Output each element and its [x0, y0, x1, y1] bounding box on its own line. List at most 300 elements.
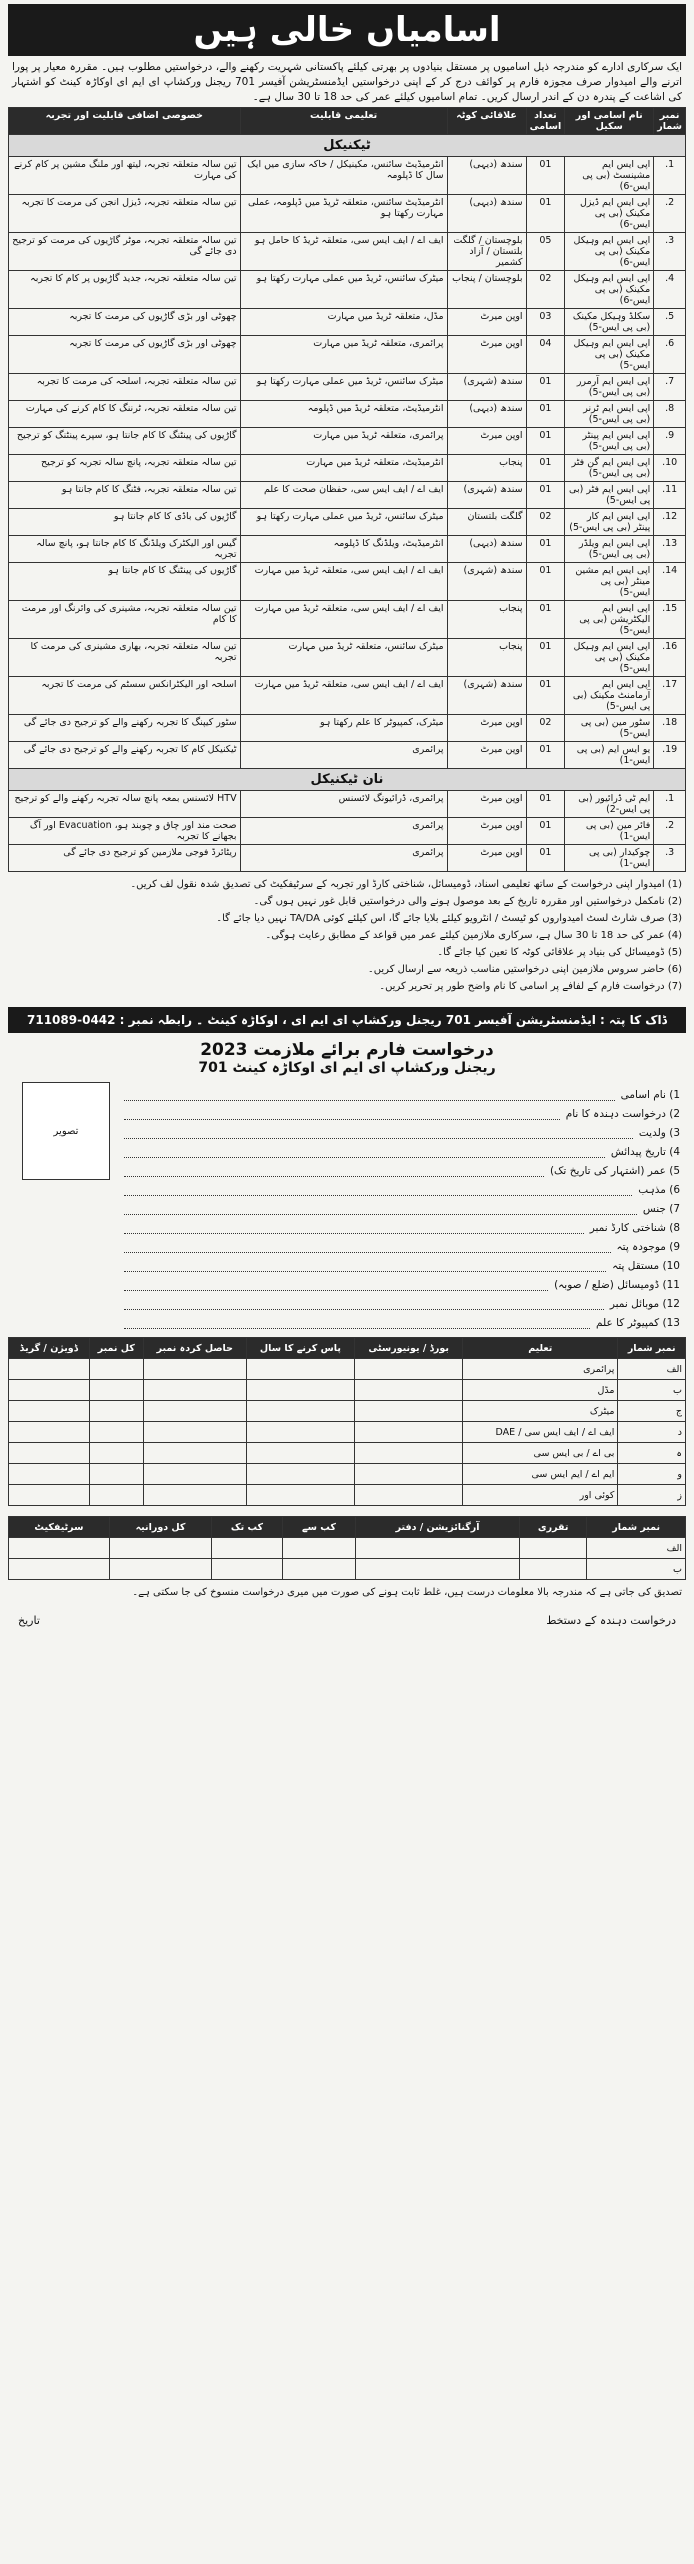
education-row — [9, 1401, 686, 1422]
job-sno: 12. — [654, 509, 686, 536]
job-sno: 7. — [654, 374, 686, 401]
job-row — [9, 563, 686, 601]
header-qty: تعداد اسامی — [526, 108, 565, 135]
education-cell[interactable] — [246, 1422, 355, 1443]
job-post: اپی ایس ایم ٹرنر (بی پی ایس-5) — [565, 401, 654, 428]
education-cell[interactable] — [89, 1380, 143, 1401]
job-post: فائر مین (بی پی ایس-1) — [565, 818, 654, 845]
form-title: درخواست فارم برائے ملازمت 2023 — [200, 1040, 494, 1060]
note-item: (4) عمر کی حد 18 تا 30 سال ہے، سرکاری ملازمین کیلئے عمر میں قواعد کے مطابق رعایت ہوگی۔ — [265, 930, 682, 941]
jobs-table — [8, 107, 686, 872]
job-education: ایف اے / ایف ایس سی، متعلقہ ٹریڈ میں مہارت — [240, 677, 447, 715]
job-education: انٹرمیڈیٹ، ویلڈنگ کا ڈپلومہ — [240, 536, 447, 563]
job-post: ایم ٹی ڈرائیور (بی پی ایس-2) — [565, 791, 654, 818]
job-quota: سندھ (شہری) — [447, 482, 526, 509]
experience-header: نمبر شمار — [587, 1517, 686, 1538]
job-post: اپی ایس ایم آرمامنٹ مکینک (بی پی ایس-5) — [565, 677, 654, 715]
job-education: پرائمری، ڈرائیونگ لائسنس — [240, 791, 447, 818]
job-quota: سندھ (شہری) — [447, 563, 526, 601]
job-qty: 03 — [526, 309, 565, 336]
job-quota: بلوچستان / پنجاب — [447, 271, 526, 309]
job-experience: گاڑیوں کی پینٹنگ کا کام جانتا ہو — [9, 563, 241, 601]
job-quota: سندھ (دیہی) — [447, 195, 526, 233]
job-sno: 10. — [654, 455, 686, 482]
job-experience: تین سالہ متعلقہ تجربہ، اسلحہ کی مرمت کا تجربہ — [9, 374, 241, 401]
education-row — [9, 1485, 686, 1506]
experience-cell[interactable] — [519, 1559, 587, 1580]
note-item: (2) نامکمل درخواستیں اور مقررہ تاریخ کے بعد موصول ہونے والی درخواستیں قابل غور نہیں ہوں گی۔ — [253, 896, 682, 907]
education-cell[interactable] — [143, 1359, 246, 1380]
form-field[interactable] — [124, 1215, 680, 1234]
photo-label: تصویر — [53, 1125, 79, 1137]
job-experience: تین سالہ متعلقہ تجربہ، بھاری مشینری کی مرمت کا تجربہ — [9, 639, 241, 677]
education-cell[interactable] — [246, 1380, 355, 1401]
job-row — [9, 271, 686, 309]
experience-row — [9, 1538, 686, 1559]
form-field-label: 9) موجودہ پتہ — [616, 1241, 680, 1253]
form-fields — [118, 1082, 686, 1329]
form-field-blank[interactable] — [124, 1202, 637, 1215]
job-qty: 01 — [526, 845, 565, 872]
job-qty: 01 — [526, 482, 565, 509]
education-cell[interactable] — [143, 1443, 246, 1464]
notes-section — [8, 872, 686, 1003]
form-field-blank[interactable] — [124, 1126, 633, 1139]
form-field-label: 4) تاریخ پیدائش — [610, 1146, 680, 1158]
experience-cell: الف — [587, 1538, 686, 1559]
form-field-label: 3) ولدیت — [638, 1127, 680, 1139]
experience-cell[interactable] — [356, 1559, 520, 1580]
form-field-blank[interactable] — [124, 1145, 605, 1158]
job-qty: 01 — [526, 374, 565, 401]
photo-box[interactable] — [22, 1082, 110, 1180]
form-field-label: 13) کمپیوٹر کا علم — [596, 1317, 680, 1329]
job-post: اپی ایس ایم وہیکل مکینک (بی پی ایس-5) — [565, 639, 654, 677]
job-qty: 02 — [526, 271, 565, 309]
section-title: ٹیکنیکل — [9, 135, 686, 157]
job-experience: تین سالہ متعلقہ تجربہ، ٹرننگ کا کام کرنے کی مہارت — [9, 401, 241, 428]
education-cell[interactable] — [355, 1380, 463, 1401]
education-cell[interactable] — [143, 1485, 246, 1506]
job-qty: 01 — [526, 563, 565, 601]
education-cell[interactable] — [9, 1380, 90, 1401]
education-cell[interactable] — [246, 1485, 355, 1506]
job-sno: 16. — [654, 639, 686, 677]
job-education: ایف اے / ایف ایس سی، متعلقہ ٹریڈ میں مہارت — [240, 601, 447, 639]
education-cell[interactable] — [89, 1359, 143, 1380]
form-field-blank[interactable] — [124, 1278, 548, 1291]
job-qty: 01 — [526, 157, 565, 195]
job-qty: 02 — [526, 509, 565, 536]
experience-cell[interactable] — [9, 1538, 110, 1559]
form-field-label: 5) عمر (اشتہار کی تاریخ تک) — [549, 1165, 680, 1177]
job-education: ایف اے / ایف ایس سی، متعلقہ ٹریڈ کا حامل ہو — [240, 233, 447, 271]
job-quota: پنجاب — [447, 455, 526, 482]
job-post: اپی ایس ایم کار پینٹر (بی پی ایس-5) — [565, 509, 654, 536]
job-post: سٹور مین (بی پی ایس-5) — [565, 715, 654, 742]
experience-header: سرٹیفکیٹ — [9, 1517, 110, 1538]
intro-paragraph: ایک سرکاری ادارے کو مندرجہ ذیل اسامیوں پر مستقل بنیادوں پر بھرتی کیلئے پاکستانی شہریت رکھنے والے، درخواستیں مطلوب ہیں۔ مقررہ معیار پر پورا اترنے والے امیدوار صرف مجوزہ فارم پر کوائف درج کر کے اپنی درخواستیں ایڈمنسٹریشن آفیسر 701 ریجنل ورکشاپ ای ایم ای اوکاڑہ کینٹ کو اشتہار کی اشاعت کے پندرہ دن کے اندر ارسال کریں۔ تمام اسامیوں کیلئے عمر کی حد 18 تا 30 سال ہے۔ — [12, 61, 682, 103]
job-post: اپی ایس ایم آرمرر (بی پی ایس-5) — [565, 374, 654, 401]
job-education: مڈل، متعلقہ ٹریڈ میں مہارت — [240, 309, 447, 336]
job-education: پرائمری، متعلقہ ٹریڈ میں مہارت — [240, 336, 447, 374]
job-experience: تین سالہ متعلقہ تجربہ، موٹر گاڑیوں کی مرمت کو ترجیح دی جائے گی — [9, 233, 241, 271]
education-cell: ب — [618, 1380, 686, 1401]
form-field-blank[interactable] — [124, 1221, 584, 1234]
education-cell[interactable] — [355, 1443, 463, 1464]
form-field-label: 6) مذہب — [638, 1184, 680, 1196]
education-cell: پرائمری — [463, 1359, 618, 1380]
job-row — [9, 677, 686, 715]
job-row — [9, 157, 686, 195]
experience-cell[interactable] — [9, 1559, 110, 1580]
experience-cell[interactable] — [356, 1538, 520, 1559]
job-experience: گاڑیوں کی پینٹنگ کا کام جانتا ہو، سپرے پینٹنگ کو ترجیح — [9, 428, 241, 455]
job-qty: 01 — [526, 455, 565, 482]
note-item: (6) حاضر سروس ملازمین اپنی درخواستیں مناسب ذریعہ سے ارسال کریں۔ — [367, 964, 682, 975]
job-education: پرائمری — [240, 818, 447, 845]
experience-cell[interactable] — [519, 1538, 587, 1559]
job-education: میٹرک سائنس، متعلقہ ٹریڈ میں مہارت — [240, 639, 447, 677]
experience-cell[interactable] — [212, 1538, 283, 1559]
form-field-blank[interactable] — [124, 1297, 604, 1310]
job-row — [9, 715, 686, 742]
education-cell: ز — [618, 1485, 686, 1506]
experience-cell[interactable] — [109, 1538, 211, 1559]
job-education: میٹرک سائنس، ٹریڈ میں عملی مہارت رکھتا ہو — [240, 374, 447, 401]
job-post: اپی ایس ایم مشین مینٹر (بی پی ایس-5) — [565, 563, 654, 601]
job-experience: تین سالہ متعلقہ تجربہ، جدید گاڑیوں پر کام کا تجربہ — [9, 271, 241, 309]
header-quota: علاقائی کوٹہ — [447, 108, 526, 135]
education-header: تعلیم — [463, 1338, 618, 1359]
job-qty: 01 — [526, 428, 565, 455]
education-cell[interactable] — [246, 1443, 355, 1464]
job-experience: تین سالہ متعلقہ تجربہ، مشینری کی وائرنگ اور مرمت کا کام — [9, 601, 241, 639]
education-cell[interactable] — [9, 1401, 90, 1422]
job-experience: صحت مند اور چاق و چوبند ہو، Evacuation اور آگ بجھانے کا تجربہ — [9, 818, 241, 845]
education-cell[interactable] — [9, 1422, 90, 1443]
section-title: نان ٹیکنیکل — [9, 769, 686, 791]
form-field-label: 8) شناختی کارڈ نمبر — [589, 1222, 680, 1234]
job-sno: 8. — [654, 401, 686, 428]
form-field-label: 12) موبائل نمبر — [609, 1298, 680, 1310]
job-quota: گلگت بلتستان — [447, 509, 526, 536]
education-cell[interactable] — [89, 1443, 143, 1464]
education-row — [9, 1422, 686, 1443]
job-post: اپی ایس ایم وہیکل مکینک (بی پی ایس-6) — [565, 233, 654, 271]
job-qty: 01 — [526, 536, 565, 563]
jobs-table-header — [9, 108, 686, 135]
form-field[interactable] — [124, 1253, 680, 1272]
job-experience: گاڑیوں کی باڈی کا کام جانتا ہو — [9, 509, 241, 536]
education-cell[interactable] — [9, 1359, 90, 1380]
form-field-label: 2) درخواست دہندہ کا نام — [565, 1108, 680, 1120]
job-sno: 17. — [654, 677, 686, 715]
job-row — [9, 509, 686, 536]
job-education: ایف اے / ایف ایس سی، حفظان صحت کا علم — [240, 482, 447, 509]
education-cell[interactable] — [143, 1401, 246, 1422]
job-post: اپی ایس ایم پینٹر (بی پی ایس-5) — [565, 428, 654, 455]
job-quota: پنجاب — [447, 639, 526, 677]
education-cell[interactable] — [143, 1464, 246, 1485]
job-qty: 02 — [526, 715, 565, 742]
job-education: انٹرمیڈیٹ سائنس، متعلقہ ٹریڈ میں ڈپلومہ، عملی مہارت رکھتا ہو — [240, 195, 447, 233]
job-quota: اوپن میرٹ — [447, 336, 526, 374]
job-quota: اوپن میرٹ — [447, 845, 526, 872]
job-experience: تین سالہ متعلقہ تجربہ، لیتھ اور ملنگ مشین پر کام کرنے کی مہارت — [9, 157, 241, 195]
form-field[interactable] — [124, 1139, 680, 1158]
education-cell: و — [618, 1464, 686, 1485]
form-field[interactable] — [124, 1291, 680, 1310]
note-item: (5) ڈومیسائل کی بنیاد پر علاقائی کوٹہ کا تعین کیا جائے گا۔ — [437, 947, 682, 958]
job-education: پرائمری — [240, 845, 447, 872]
form-field[interactable] — [124, 1101, 680, 1120]
form-field-label: 7) جنس — [642, 1203, 680, 1215]
job-sno: 3. — [654, 845, 686, 872]
job-qty: 01 — [526, 818, 565, 845]
job-row — [9, 791, 686, 818]
job-quota: اوپن میرٹ — [447, 818, 526, 845]
education-cell[interactable] — [246, 1464, 355, 1485]
job-sno: 9. — [654, 428, 686, 455]
job-quota: پنجاب — [447, 601, 526, 639]
header-exp: خصوصی اضافی قابلیت اور تجربہ — [9, 108, 241, 135]
job-qty: 01 — [526, 195, 565, 233]
form-field-blank[interactable] — [124, 1240, 611, 1253]
job-post: اپی ایس ایم وہیکل مکینک (بی پی ایس-6) — [565, 271, 654, 309]
education-cell: ایف اے / ایف ایس سی / DAE — [463, 1422, 618, 1443]
experience-cell[interactable] — [282, 1559, 355, 1580]
job-experience: سٹور کیپنگ کا تجربہ رکھنے والے کو ترجیح دی جائے گی — [9, 715, 241, 742]
experience-table — [8, 1516, 686, 1580]
education-cell[interactable] — [143, 1380, 246, 1401]
education-cell: د — [618, 1422, 686, 1443]
job-post: اپی ایس ایم ویلڈر (بی پی ایس-5) — [565, 536, 654, 563]
job-sno: 3. — [654, 233, 686, 271]
form-field-label: 10) مستقل پتہ — [612, 1260, 680, 1272]
form-field[interactable] — [124, 1196, 680, 1215]
education-cell[interactable] — [9, 1464, 90, 1485]
education-cell[interactable] — [143, 1422, 246, 1443]
experience-header: کب تک — [212, 1517, 283, 1538]
job-qty: 01 — [526, 791, 565, 818]
job-education: میٹرک، کمپیوٹر کا علم رکھتا ہو — [240, 715, 447, 742]
form-subtitle: 701 ریجنل ورکشاپ ای ایم ای اوکاڑہ کینٹ — [198, 1060, 496, 1076]
job-education: انٹرمیڈیٹ سائنس، مکینیکل / خاکہ سازی میں ایک سال کا ڈپلومہ — [240, 157, 447, 195]
education-header: بورڈ / یونیورسٹی — [355, 1338, 463, 1359]
job-qty: 04 — [526, 336, 565, 374]
experience-cell[interactable] — [212, 1559, 283, 1580]
education-cell[interactable] — [9, 1443, 90, 1464]
job-sno: 1. — [654, 157, 686, 195]
job-experience: تین سالہ متعلقہ تجربہ، فٹنگ کا کام جانتا ہو — [9, 482, 241, 509]
job-quota: سندھ (شہری) — [447, 677, 526, 715]
job-row — [9, 639, 686, 677]
job-row — [9, 818, 686, 845]
job-sno: 13. — [654, 536, 686, 563]
job-experience: چھوٹی اور بڑی گاڑیوں کی مرمت کا تجربہ — [9, 336, 241, 374]
note-item: (7) درخواست فارم کے لفافے پر اسامی کا نام واضح طور پر تحریر کریں۔ — [379, 981, 682, 992]
job-qty: 01 — [526, 677, 565, 715]
job-post: سکلڈ وہیکل مکینک (بی پی ایس-5) — [565, 309, 654, 336]
education-table — [8, 1337, 686, 1506]
job-quota: اوپن میرٹ — [447, 791, 526, 818]
education-cell[interactable] — [246, 1401, 355, 1422]
date-label: تاریخ — [18, 1614, 40, 1627]
job-sno: 2. — [654, 195, 686, 233]
job-row — [9, 195, 686, 233]
job-post: اپی ایس ایم فٹر (بی پی ایس-5) — [565, 482, 654, 509]
experience-header: کل دورانیہ — [109, 1517, 211, 1538]
job-qty: 01 — [526, 601, 565, 639]
job-sno: 15. — [654, 601, 686, 639]
form-field-blank[interactable] — [124, 1183, 632, 1196]
job-row — [9, 233, 686, 271]
form-field-label: 1) نام اسامی — [620, 1089, 680, 1101]
job-qty: 01 — [526, 639, 565, 677]
education-header: کل نمبر — [89, 1338, 143, 1359]
education-cell: بی اے / بی ایس سی — [463, 1443, 618, 1464]
experience-cell[interactable] — [282, 1538, 355, 1559]
postal-address: ڈاک کا پتہ : ایڈمنسٹریشن آفیسر 701 ریجنل ورکشاپ ای ایم ای ، اوکاڑہ کینٹ ۔ رابطہ نمبر : 0442-711089 — [8, 1007, 686, 1033]
education-cell[interactable] — [355, 1422, 463, 1443]
job-experience: تین سالہ متعلقہ تجربہ، پانچ سالہ تجربہ کو ترجیح — [9, 455, 241, 482]
header-edu: تعلیمی قابلیت — [240, 108, 447, 135]
page-title: اسامیاں خالی ہیں — [8, 4, 686, 56]
job-quota: اوپن میرٹ — [447, 715, 526, 742]
job-row — [9, 482, 686, 509]
header-post: نام اسامی اور سکیل — [565, 108, 654, 135]
job-quota: سندھ (دیہی) — [447, 157, 526, 195]
form-field[interactable] — [124, 1272, 680, 1291]
job-sno: 5. — [654, 309, 686, 336]
note-item: (1) امیدوار اپنی درخواست کے ساتھ تعلیمی اسناد، ڈومیسائل، شناختی کارڈ اور تجربہ کے سرٹیفکیٹ کی تصدیق شدہ نقول لف کریں۔ — [130, 879, 682, 890]
experience-header: آرگنائزیشن / دفتر — [356, 1517, 520, 1538]
form-field[interactable] — [124, 1082, 680, 1101]
job-sno: 1. — [654, 791, 686, 818]
job-row — [9, 336, 686, 374]
job-education: پرائمری، متعلقہ ٹریڈ میں مہارت — [240, 428, 447, 455]
job-sno: 14. — [654, 563, 686, 601]
education-cell: ایم اے / ایم ایس سی — [463, 1464, 618, 1485]
form-field-blank[interactable] — [124, 1316, 590, 1329]
form-field-blank[interactable] — [124, 1107, 560, 1120]
job-post: اپی ایس ایم مشینسٹ (بی پی ایس-6) — [565, 157, 654, 195]
form-field[interactable] — [124, 1310, 680, 1329]
education-cell[interactable] — [355, 1464, 463, 1485]
education-header: ڈویژن / گریڈ — [9, 1338, 90, 1359]
education-cell: کوئی اور — [463, 1485, 618, 1506]
header-sno: نمبر شمار — [654, 108, 686, 135]
form-field-blank[interactable] — [124, 1164, 544, 1177]
job-row — [9, 601, 686, 639]
section-header — [9, 135, 686, 157]
section-header — [9, 769, 686, 791]
experience-cell: ب — [587, 1559, 686, 1580]
job-sno: 4. — [654, 271, 686, 309]
job-education: میٹرک سائنس، ٹریڈ میں عملی مہارت رکھتا ہو — [240, 271, 447, 309]
education-cell[interactable] — [89, 1401, 143, 1422]
education-cell: مڈل — [463, 1380, 618, 1401]
job-sno: 2. — [654, 818, 686, 845]
job-experience: چھوٹی اور بڑی گاڑیوں کی مرمت کا تجربہ — [9, 309, 241, 336]
job-education: انٹرمیڈیٹ، متعلقہ ٹریڈ میں ڈپلومہ — [240, 401, 447, 428]
education-row — [9, 1443, 686, 1464]
education-cell[interactable] — [9, 1485, 90, 1506]
job-post: اپی ایس ایم الیکٹریشن (بی پی ایس-5) — [565, 601, 654, 639]
education-header: پاس کرنے کا سال — [246, 1338, 355, 1359]
job-sno: 19. — [654, 742, 686, 769]
signature-label: درخواست دہندہ کے دستخط — [546, 1614, 676, 1627]
education-cell[interactable] — [89, 1464, 143, 1485]
education-cell[interactable] — [89, 1422, 143, 1443]
job-experience: گیس اور الیکٹرک ویلڈنگ کا کام جانتا ہو، پانچ سالہ تجربہ — [9, 536, 241, 563]
job-row — [9, 401, 686, 428]
form-field[interactable] — [124, 1120, 680, 1139]
job-row — [9, 455, 686, 482]
job-experience: ریٹائرڈ فوجی ملازمین کو ترجیح دی جائے گی — [9, 845, 241, 872]
job-experience: تین سالہ متعلقہ تجربہ، ڈیزل انجن کی مرمت کا تجربہ — [9, 195, 241, 233]
job-sno: 6. — [654, 336, 686, 374]
form-field-blank[interactable] — [124, 1088, 615, 1101]
education-cell: ج — [618, 1401, 686, 1422]
experience-header: تقرری — [519, 1517, 587, 1538]
form-field[interactable] — [124, 1177, 680, 1196]
job-row — [9, 428, 686, 455]
education-row — [9, 1380, 686, 1401]
job-experience: ٹیکنیکل کام کا تجربہ رکھنے والے کو ترجیح دی جائے گی — [9, 742, 241, 769]
job-qty: 01 — [526, 401, 565, 428]
education-cell[interactable] — [355, 1359, 463, 1380]
job-qty: 01 — [526, 742, 565, 769]
job-experience: HTV لائسنس بمعہ پانچ سالہ تجربہ رکھنے والے کو ترجیح — [9, 791, 241, 818]
form-field-label: 11) ڈومیسائل (ضلع / صوبہ) — [554, 1279, 680, 1291]
signature-row — [8, 1606, 686, 1635]
education-row — [9, 1359, 686, 1380]
declaration-text: تصدیق کی جاتی ہے کہ مندرجہ بالا معلومات درست ہیں، غلط ثابت ہونے کی صورت میں میری درخواست منسوخ کی جا سکتی ہے۔ — [132, 1587, 682, 1598]
education-cell[interactable] — [355, 1401, 463, 1422]
job-post: چوکیدار (بی پی ایس-1) — [565, 845, 654, 872]
experience-cell[interactable] — [109, 1559, 211, 1580]
education-cell[interactable] — [355, 1485, 463, 1506]
job-row — [9, 374, 686, 401]
education-row — [9, 1464, 686, 1485]
form-field[interactable] — [124, 1158, 680, 1177]
job-sno: 18. — [654, 715, 686, 742]
job-qty: 05 — [526, 233, 565, 271]
job-quota: سندھ (دیہی) — [447, 536, 526, 563]
job-quota: اوپن میرٹ — [447, 742, 526, 769]
education-header: حاصل کردہ نمبر — [143, 1338, 246, 1359]
job-education: میٹرک سائنس، ٹریڈ میں عملی مہارت رکھتا ہو — [240, 509, 447, 536]
job-row — [9, 742, 686, 769]
job-row — [9, 845, 686, 872]
experience-row — [9, 1559, 686, 1580]
form-field-blank[interactable] — [124, 1259, 606, 1272]
education-cell[interactable] — [246, 1359, 355, 1380]
job-quota: اوپن میرٹ — [447, 309, 526, 336]
job-quota: بلوچستان / گلگت بلتستان / آزاد کشمیر — [447, 233, 526, 271]
job-quota: سندھ (شہری) — [447, 374, 526, 401]
education-cell: میٹرک — [463, 1401, 618, 1422]
education-cell: الف — [618, 1359, 686, 1380]
job-quota: اوپن میرٹ — [447, 428, 526, 455]
job-sno: 11. — [654, 482, 686, 509]
education-cell: ہ — [618, 1443, 686, 1464]
education-header: نمبر شمار — [618, 1338, 686, 1359]
education-cell[interactable] — [89, 1485, 143, 1506]
form-field[interactable] — [124, 1234, 680, 1253]
